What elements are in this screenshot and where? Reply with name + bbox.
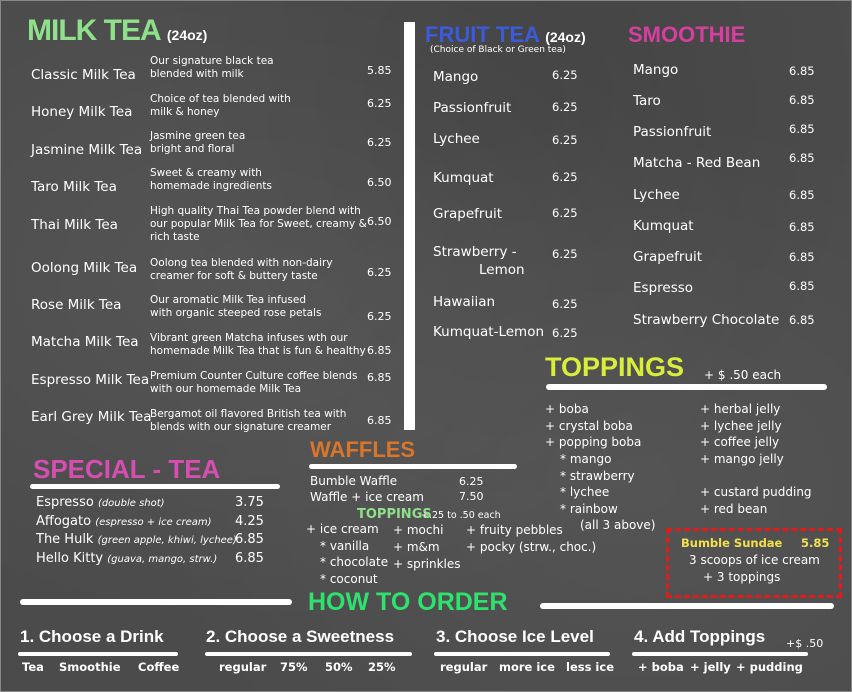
- step-1-title: 1. Choose a Drink: [20, 627, 164, 646]
- fruit-tea-item-price: 6.25: [552, 100, 578, 114]
- milk-tea-item-price: 6.85: [367, 371, 392, 384]
- fruit-tea-item-price: 6.25: [552, 170, 578, 184]
- smoothie-item-price: 6.85: [789, 279, 815, 293]
- milk-tea-heading: [27, 14, 207, 48]
- special-tea-item: The Hulk (green apple, khiwi, lychee): [36, 532, 237, 547]
- milk-tea-item-price: 6.25: [367, 310, 392, 323]
- waffles-title: WAFFLES: [310, 437, 416, 462]
- step-1-option: Tea: [22, 660, 44, 674]
- fruit-tea-item-name: Kumquat-Lemon: [433, 324, 545, 340]
- milk-tea-item-price: 6.85: [367, 414, 392, 427]
- waffle-topping: + sprinkles: [393, 557, 461, 571]
- step-3-title: 3. Choose Ice Level: [436, 627, 594, 646]
- special-tea-price: 3.75: [235, 495, 264, 510]
- milk-tea-item-name: Taro Milk Tea: [31, 179, 117, 195]
- topping-item: + boba: [545, 402, 589, 416]
- fruit-tea-item-price: 6.25: [552, 326, 578, 340]
- smoothie-item-price: 6.85: [789, 250, 815, 264]
- waffles-underline: [309, 464, 517, 469]
- smoothie-item-price: 6.85: [789, 151, 815, 165]
- waffle-topping: * coconut: [320, 572, 378, 586]
- topping-item: * lychee: [560, 485, 610, 499]
- milk-tea-size: (24oz): [166, 27, 208, 43]
- step-3-option: regular: [440, 660, 488, 674]
- milk-tea-item-price: 5.85: [367, 64, 392, 77]
- smoothie-item-price: 6.85: [789, 122, 815, 136]
- milk-tea-item-desc: Our signature black tea blended with milk: [150, 55, 274, 80]
- smoothie-item-price: 6.85: [789, 93, 815, 107]
- step-2-option: 50%: [325, 660, 353, 674]
- special-tea-item: Espresso (double shot): [36, 495, 165, 510]
- waffle-item-name: Bumble Waffle: [310, 474, 398, 488]
- smoothie-item-price: 6.85: [789, 313, 815, 327]
- smoothie-title: SMOOTHIE: [628, 22, 746, 47]
- fruit-tea-item-name: Hawaiian: [433, 294, 496, 310]
- waffle-topping: + ice cream: [306, 522, 379, 536]
- smoothie-item-name: Matcha - Red Bean: [633, 155, 761, 171]
- milk-tea-item-price: 6.25: [367, 136, 392, 149]
- smoothie-item-price: 6.85: [789, 220, 815, 234]
- fruit-tea-note: (Choice of Black or Green tea): [430, 45, 566, 55]
- topping-item: + herbal jelly: [700, 402, 781, 416]
- toppings-title: TOPPINGS: [545, 352, 685, 382]
- fruit-tea-title: FRUIT TEA: [425, 22, 540, 47]
- vertical-divider: [404, 22, 415, 430]
- topping-item: * mango: [560, 452, 612, 466]
- step-4-option: + boba: [638, 660, 684, 674]
- step-4-price-note: +$ .50: [786, 637, 824, 650]
- step-1-option: Smoothie: [59, 660, 121, 674]
- milk-tea-item-desc: Sweet & creamy with homemade ingredients: [150, 167, 272, 192]
- step-4-option: + jelly: [690, 660, 731, 674]
- toppings-price-note: + $ .50 each: [704, 368, 782, 382]
- waffle-topping: + mochi: [393, 523, 444, 537]
- topping-item: + mango jelly: [700, 452, 784, 466]
- waffle-topping: + m&m: [393, 540, 440, 554]
- milk-tea-item-name: Espresso Milk Tea: [31, 372, 150, 388]
- waffle-toppings-title: TOPPINGS: [357, 507, 432, 522]
- milk-tea-item-price: 6.50: [367, 215, 392, 228]
- sundae-desc-line1: 3 scoops of ice cream: [689, 553, 820, 567]
- waffle-topping: * vanilla: [320, 539, 370, 553]
- smoothie-item-price: 6.85: [789, 64, 815, 78]
- special-tea-price: 6.85: [235, 532, 264, 547]
- milk-tea-item-desc: Premium Counter Culture coffee blends with our homemade Milk Tea: [150, 370, 358, 395]
- how-to-order-left-rule: [20, 599, 292, 605]
- milk-tea-item-price: 6.25: [367, 97, 392, 110]
- milk-tea-item-name: Thai Milk Tea: [31, 217, 118, 233]
- sundae-desc-line2: + 3 toppings: [703, 570, 781, 584]
- fruit-tea-item-name: Strawberry -: [433, 244, 517, 260]
- milk-tea-item-name: Earl Grey Milk Tea: [31, 409, 152, 425]
- fruit-tea-item-name: Passionfruit: [433, 100, 512, 116]
- step-4-title: 4. Add Toppings: [634, 627, 766, 646]
- special-tea-underline: [30, 484, 280, 489]
- smoothie-item-name: Mango: [633, 62, 679, 78]
- fruit-tea-size: (24oz): [545, 29, 586, 45]
- step-2-title: 2. Choose a Sweetness: [206, 627, 395, 646]
- milk-tea-item-price: 6.50: [367, 176, 392, 189]
- milk-tea-item-desc: Vibrant green Matcha infuses wth our homemade Milk Tea that is fun & healthy: [150, 332, 366, 357]
- waffle-item-price: 6.25: [459, 475, 484, 488]
- topping-item: * rainbow: [560, 502, 618, 516]
- topping-item: * strawberry: [560, 469, 635, 483]
- special-tea-price: 6.85: [235, 551, 264, 566]
- topping-item: + custard pudding: [700, 485, 812, 499]
- smoothie-item-name: Lychee: [633, 187, 680, 203]
- milk-tea-item-name: Classic Milk Tea: [31, 67, 136, 83]
- smoothie-item-name: Taro: [633, 93, 661, 109]
- waffle-topping: + pocky (strw., choc.): [466, 540, 597, 554]
- milk-tea-item-price: 6.85: [367, 344, 392, 357]
- fruit-tea-item-price: 6.25: [552, 206, 578, 220]
- milk-tea-item-price: 6.25: [367, 266, 392, 279]
- special-tea-title: SPECIAL - TEA: [33, 454, 221, 484]
- how-to-order-right-rule: [540, 603, 834, 609]
- milk-tea-item-desc: Our aromatic Milk Tea infused with organic steeped rose petals: [150, 294, 322, 319]
- special-tea-item: Hello Kitty (guava, mango, strw.): [36, 551, 218, 566]
- fruit-tea-item-name: Grapefruit: [433, 206, 503, 222]
- fruit-tea-item-name: Lychee: [433, 131, 480, 147]
- milk-tea-item-name: Matcha Milk Tea: [31, 334, 139, 350]
- waffle-topping: + fruity pebbles: [466, 523, 563, 537]
- milk-tea-item-name: Rose Milk Tea: [31, 297, 122, 313]
- topping-item: + crystal boba: [545, 419, 633, 433]
- waffle-topping: * chocolate: [320, 555, 389, 569]
- step-2-option: 25%: [368, 660, 396, 674]
- fruit-tea-item-price: 6.25: [552, 247, 578, 261]
- waffle-item-name: Waffle + ice cream: [310, 490, 424, 504]
- step-1-option: Coffee: [138, 660, 180, 674]
- step-4-underline: [632, 652, 808, 656]
- smoothie-item-name: Strawberry Chocolate: [633, 312, 780, 328]
- step-2-option: regular: [219, 660, 267, 674]
- step-3-option: less ice: [566, 660, 614, 674]
- sundae-price: 5.85: [801, 536, 830, 550]
- special-tea-item: Affogato (espresso + ice cream): [36, 514, 212, 529]
- smoothie-item-name: Espresso: [633, 280, 694, 296]
- smoothie-item-name: Kumquat: [633, 218, 694, 234]
- waffle-toppings-note: +.25 to .50 each: [421, 510, 501, 521]
- topping-item: + coffee jelly: [700, 435, 780, 449]
- fruit-tea-item-price: 6.25: [552, 297, 578, 311]
- waffle-item-price: 7.50: [459, 490, 484, 503]
- fruit-tea-item-name: Kumquat: [433, 170, 494, 186]
- topping-item: + red bean: [700, 502, 768, 516]
- step-2-option: 75%: [280, 660, 308, 674]
- topping-item: + popping boba: [545, 435, 642, 449]
- topping-item: + lychee jelly: [700, 419, 782, 433]
- step-3-option: more ice: [499, 660, 555, 674]
- fruit-tea-item-price: 6.25: [552, 133, 578, 147]
- milk-tea-item-name: Oolong Milk Tea: [31, 260, 138, 276]
- step-1-underline: [18, 652, 178, 656]
- smoothie-item-price: 6.85: [789, 188, 815, 202]
- toppings-underline: [546, 384, 827, 390]
- step-4-option: + pudding: [736, 660, 803, 674]
- milk-tea-item-desc: High quality Thai Tea powder blend with our popular Milk Tea for Sweet, creamy & rich taste: [150, 205, 367, 243]
- sundae-title: Bumble Sundae: [681, 536, 783, 550]
- smoothie-item-name: Grapefruit: [633, 249, 703, 265]
- milk-tea-title: MILK TEA: [27, 14, 160, 47]
- how-to-order-title: HOW TO ORDER: [308, 588, 508, 616]
- fruit-tea-item-price: 6.25: [552, 68, 578, 82]
- smoothie-item-name: Passionfruit: [633, 124, 712, 140]
- milk-tea-item-name: Jasmine Milk Tea: [31, 142, 143, 158]
- milk-tea-item-desc: Choice of tea blended with milk & honey: [150, 93, 291, 118]
- special-tea-price: 4.25: [235, 514, 264, 529]
- step-3-underline: [434, 652, 610, 656]
- milk-tea-item-name: Honey Milk Tea: [31, 104, 133, 120]
- milk-tea-item-desc: Jasmine green tea bright and floral: [150, 130, 246, 155]
- step-2-underline: [205, 652, 412, 656]
- topping-item-note: (all 3 above): [580, 518, 656, 532]
- fruit-tea-item-name-cont: Lemon: [479, 262, 525, 278]
- fruit-tea-item-name: Mango: [433, 69, 479, 85]
- milk-tea-item-desc: Oolong tea blended with non-dairy creamer for soft & buttery taste: [150, 257, 333, 282]
- milk-tea-item-desc: Bergamot oil flavored British tea with blends with our signature creamer: [150, 408, 347, 433]
